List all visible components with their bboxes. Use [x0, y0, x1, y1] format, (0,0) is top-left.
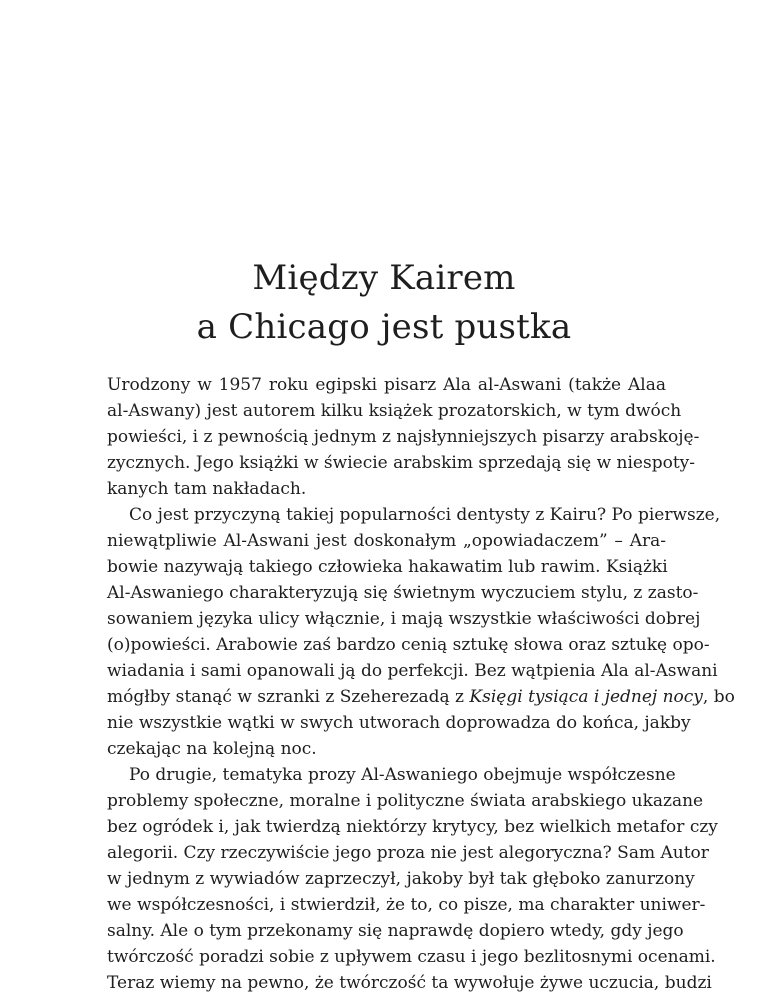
- text-line: Po drugie, tematyka prozy Al-Aswaniego obejmuje współczesne: [129, 765, 676, 785]
- text-line: al-Aswany) jest autorem kilku książek prozatorskich, w tym dwóch: [107, 401, 682, 421]
- chapter-title-line-1: Między Kairem: [252, 258, 516, 298]
- text-line: niewątpliwie Al-Aswani jest doskonałym „opowiadaczem” – Ara-: [107, 531, 666, 551]
- text-line: wiadania i sami opanowali ją do perfekcji. Bez wątpienia Ala al-Aswani: [107, 661, 718, 681]
- text-segment: mógłby stanąć w szranki z Szeherezadą z: [107, 687, 470, 707]
- book-title: Księgi tysiąca i jednej nocy: [469, 687, 703, 707]
- text-line: w jednym z wywiadów zaprzeczył, jakoby był tak głęboko zanurzony: [107, 869, 695, 889]
- text-line: (o)powieści. Arabowie zaś bardzo cenią sztukę słowa oraz sztukę opo-: [107, 635, 710, 655]
- text-line: [107, 684, 735, 710]
- body-text: [107, 372, 735, 996]
- text-line: salny. Ale o tym przekonamy się naprawdę dopiero wtedy, gdy jego: [107, 921, 684, 941]
- text-line: kanych tam nakładach.: [107, 479, 307, 499]
- text-line: czekając na kolejną noc.: [107, 739, 317, 759]
- text-line: twórczość poradzi sobie z upływem czasu i jego bezlitosnymi ocenami.: [107, 947, 716, 967]
- text-line: zycznych. Jego książki w świecie arabskim sprzedają się w niespoty-: [107, 453, 696, 473]
- text-line: alegorii. Czy rzeczywiście jego proza nie jest alegoryczna? Sam Autor: [107, 843, 709, 863]
- text-line: Co jest przyczyną takiej popularności dentysty z Kairu? Po pierwsze,: [129, 505, 721, 525]
- text-line: bowie nazywają takiego człowieka hakawatim lub rawim. Książki: [107, 557, 668, 577]
- text-line: we współczesności, i stwierdził, że to, co pisze, ma charakter uniwer-: [107, 895, 706, 915]
- text-line: problemy społeczne, moralne i polityczne świata arabskiego ukazane: [107, 791, 704, 811]
- text-segment: , bo: [702, 687, 735, 707]
- text-line: Al-Aswaniego charakteryzują się świetnym wyczuciem stylu, z zasto-: [107, 583, 699, 603]
- text-line: bez ogródek i, jak twierdzą niektórzy krytycy, bez wielkich metafor czy: [107, 817, 718, 837]
- text-line: Urodzony w 1957 roku egipski pisarz Ala al-Aswani (także Alaa: [107, 375, 666, 395]
- text-line: sowaniem języka ulicy włącznie, i mają wszystkie właściwości dobrej: [107, 609, 701, 629]
- text-line: Teraz wiemy na pewno, że twórczość ta wywołuje żywe uczucia, budzi: [107, 973, 712, 993]
- text-line: powieści, i z pewnością jednym z najsłynniejszych pisarzy arabskoję-: [107, 427, 700, 447]
- text-line: nie wszystkie wątki w swych utworach doprowadza do końca, jakby: [107, 713, 691, 733]
- chapter-title-line-2: a Chicago jest pustka: [196, 307, 572, 347]
